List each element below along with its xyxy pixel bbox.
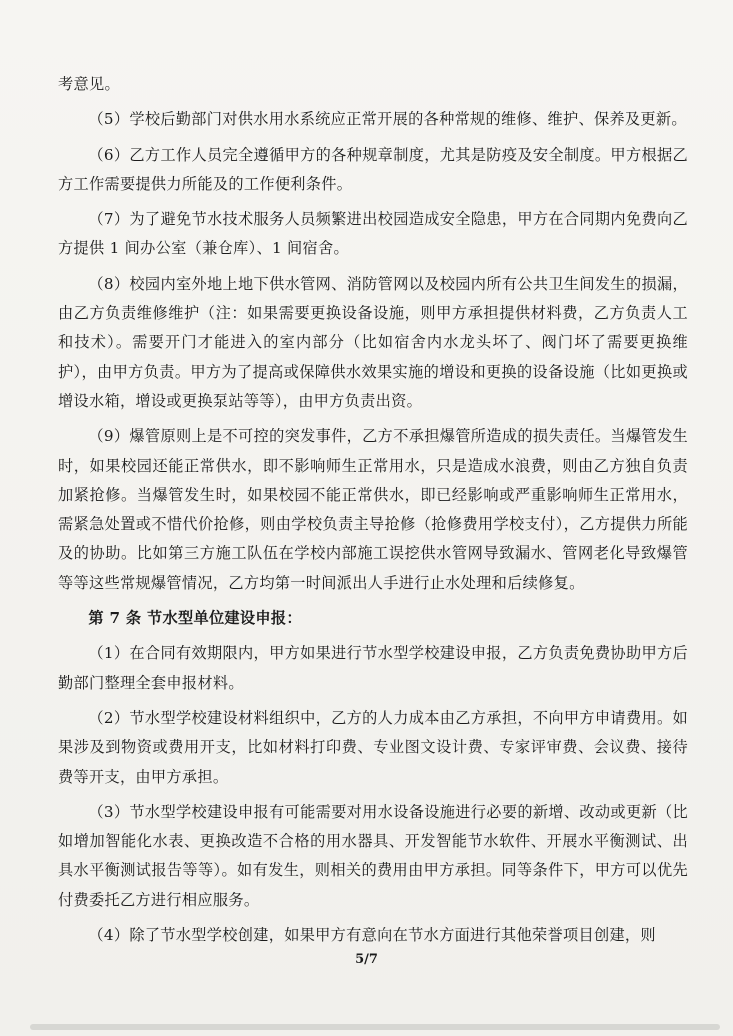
paragraph-continuation: 考意见。 (58, 75, 120, 93)
paragraph-article7-item-2: （2）节水型学校建设材料组织中，乙方的人力成本由乙方承担，不向甲方申请费用。如果涉及到物资或费用开支，比如材料打印费、专业图文设计费、专家评审费、会议费、接待费等开支，由甲方承担。 (58, 708, 688, 786)
section-heading-article-7: 第 7 条 节水型单位建设申报： (88, 609, 302, 628)
page-number: 5/7 (355, 952, 378, 967)
paragraph-article7-item-1: （1）在合同有效期限内，甲方如果进行节水型学校建设申报，乙方负责免费协助甲方后勤部门整理全套申报材料。 (58, 644, 688, 692)
paragraph-item-8: （8）校园内室外地上地下供水管网、消防管网以及校园内所有公共卫生间发生的损漏，由乙方负责维修维护（注：如果需要更换设备设施，则甲方承担提供材料费，乙方负责人工和技术）。需要开门才能进入的室内部分（比如宿舍内水龙头坏了、阀门坏了需要更换维护），由甲方负责。甲方为了提高或保障供水效果实施的增设和更换的设备设施（比如更换或增设水箱，增设或更换泵站等等），由甲方负责出资。 (58, 274, 688, 410)
scan-edge-shadow (30, 1024, 720, 1030)
paragraph-item-6: （6）乙方工作人员完全遵循甲方的各种规章制度，尤其是防疫及安全制度。甲方根据乙方工作需要提供力所能及的工作便利条件。 (58, 145, 688, 193)
paragraph-article7-item-3: （3）节水型学校建设申报有可能需要对用水设备设施进行必要的新增、改动或更新（比如增加智能化水表、更换改造不合格的用水器具、开发智能节水软件、开展水平衡测试、出具水平衡测试报告等等）。如有发生，则相关的费用由甲方承担。同等条件下，甲方可以优先付费委托乙方进行相应服务。 (58, 802, 688, 909)
document-body (58, 70, 688, 956)
paragraph-item-5: （5）学校后勤部门对供水用水系统应正常开展的各种常规的维修、维护、保养及更新。 (88, 110, 687, 129)
paragraph-item-9: （9）爆管原则上是不可控的突发事件，乙方不承担爆管所造成的损失责任。当爆管发生时，如果校园还能正常供水，即不影响师生正常用水，只是造成水浪费，则由乙方独自负责加紧抢修。当爆管发生时，如果校园不能正常供水，即已经影响或严重影响师生正常用水，需紧急处置或不惜代价抢修，则由学校负责主导抢修（抢修费用学校支付），乙方提供力所能及的协助。比如第三方施工队伍在学校内部施工误挖供水管网导致漏水、管网老化导致爆管等等这些常规爆管情况，乙方均第一时间派出人手进行止水处理和后续修复。 (58, 427, 688, 592)
paragraph-article7-item-4: （4）除了节水型学校创建，如果甲方有意向在节水方面进行其他荣誉项目创建，则 (88, 926, 656, 945)
paragraph-item-7: （7）为了避免节水技术服务人员频繁进出校园造成安全隐患，甲方在合同期内免费向乙方提供 1 间办公室（兼仓库）、1 间宿舍。 (58, 210, 688, 258)
